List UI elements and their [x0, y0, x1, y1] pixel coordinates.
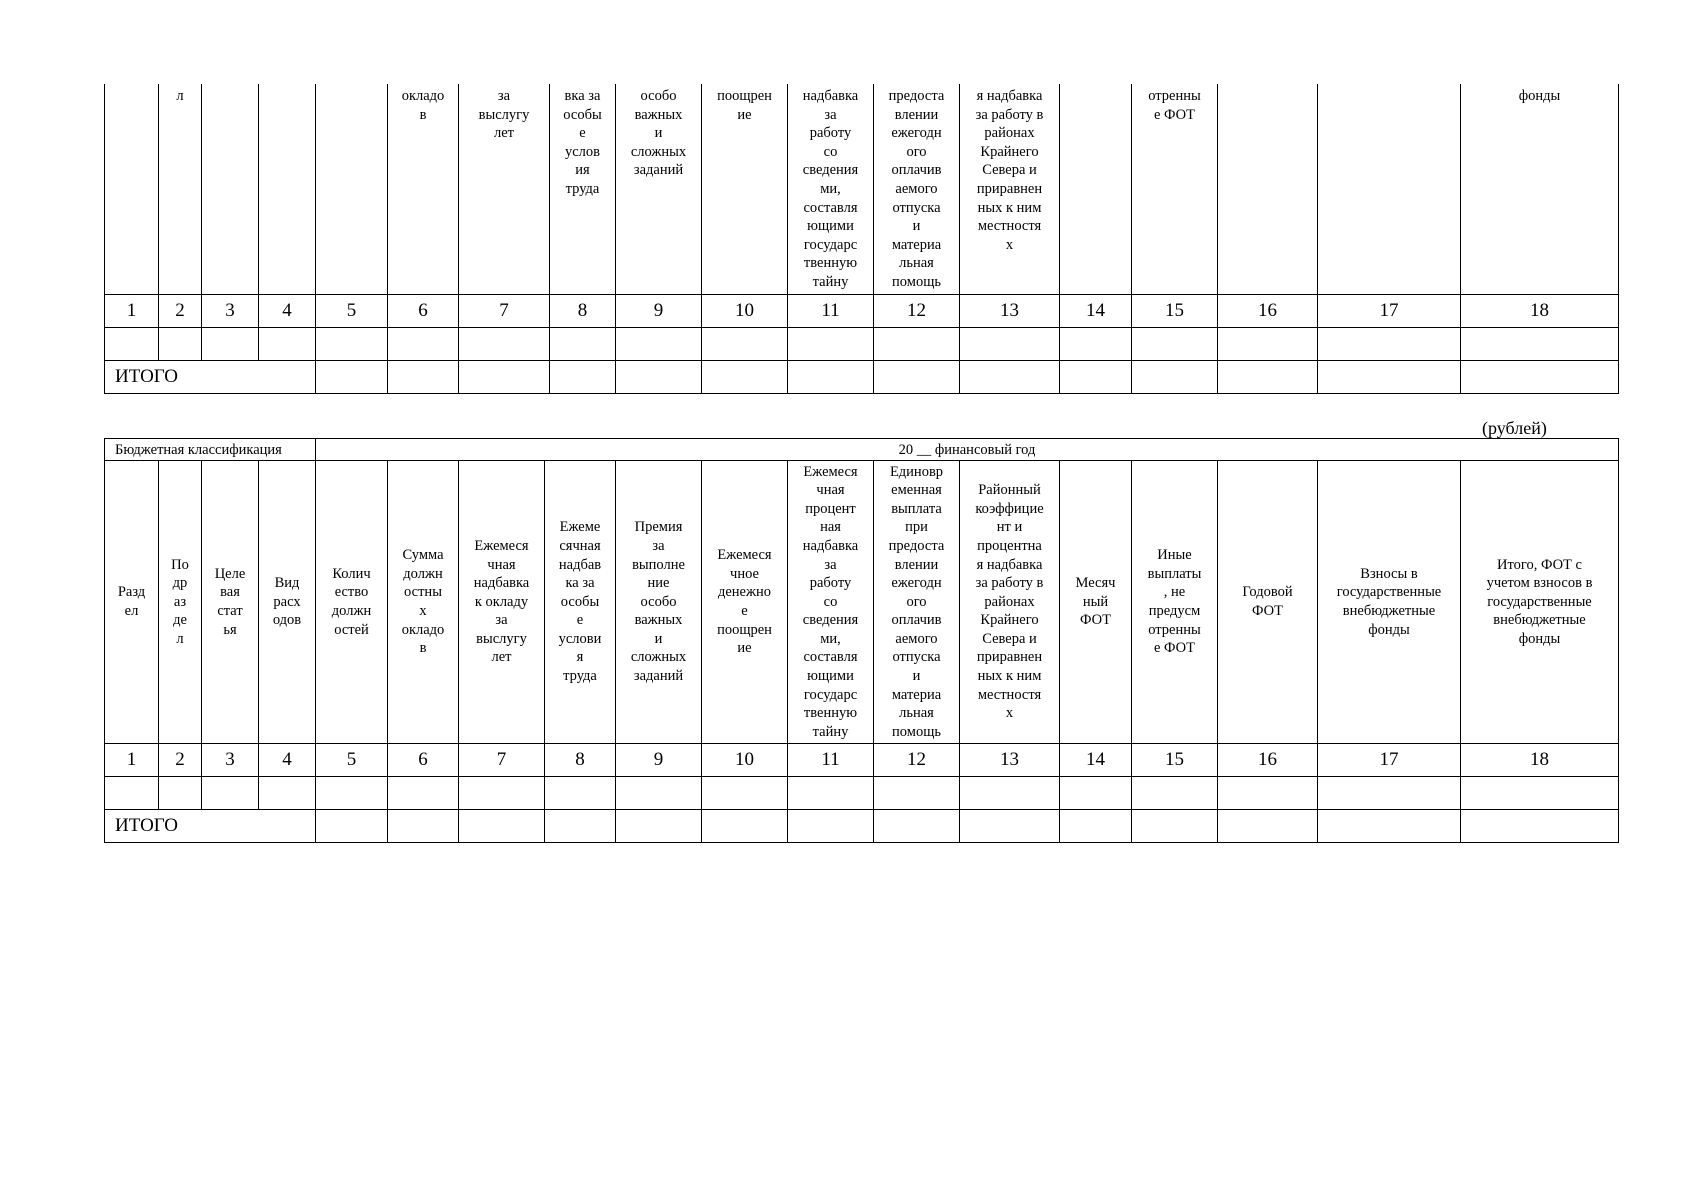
column-number-11: 11: [788, 744, 874, 777]
column-number-6: 6: [388, 744, 459, 777]
column-number-17: 17: [1318, 295, 1461, 328]
header-row: [105, 461, 1619, 744]
budget-classification-row: [105, 439, 1619, 461]
column-header-8: Ежеме сячная надбав ка за особы е услови я труда: [545, 461, 616, 744]
column-number-12: 12: [874, 295, 960, 328]
table-cell: [616, 777, 702, 810]
column-number-13: 13: [960, 744, 1060, 777]
column-header-1: [105, 84, 159, 295]
table-cell: [159, 777, 202, 810]
column-header-18: Итого, ФОТ с учетом взносов в государственные внебюджетные фонды: [1461, 461, 1619, 744]
column-header-12: Единовр еменная выплата при предоста влении ежегодн ого оплачив аемого отпуска и материа льная помощь: [874, 461, 960, 744]
total-cell: [1218, 361, 1318, 394]
column-header-10: поощрен ие: [702, 84, 788, 295]
table-cell: [159, 328, 202, 361]
table-cell: [259, 777, 316, 810]
total-cell: [545, 810, 616, 843]
total-cell: [1060, 810, 1132, 843]
total-cell: [1318, 361, 1461, 394]
column-header-4: Вид расх одов: [259, 461, 316, 744]
table-cell: [1318, 328, 1461, 361]
column-number-12: 12: [874, 744, 960, 777]
total-cell: [960, 361, 1060, 394]
column-number-18: 18: [1461, 295, 1619, 328]
table-cell: [1132, 328, 1218, 361]
total-cell: [874, 361, 960, 394]
total-cell: [1060, 361, 1132, 394]
column-header-14: [1060, 84, 1132, 295]
table-cell: [388, 777, 459, 810]
total-cell: [316, 810, 388, 843]
total-cell: [616, 810, 702, 843]
column-number-4: 4: [259, 295, 316, 328]
column-number-2: 2: [159, 744, 202, 777]
table-cell: [616, 328, 702, 361]
column-header-3: Целе вая стат ья: [202, 461, 259, 744]
column-number-5: 5: [316, 744, 388, 777]
column-header-11: Ежемеся чная процент ная надбавка за работу со сведения ми, составля ющими государс твенную тайну: [788, 461, 874, 744]
column-number-14: 14: [1060, 744, 1132, 777]
table-cell: [874, 328, 960, 361]
total-cell: [1218, 810, 1318, 843]
table-row: [105, 328, 1619, 361]
column-header-9: Премия за выполне ние особо важных и сложных заданий: [616, 461, 702, 744]
column-number-16: 16: [1218, 744, 1318, 777]
column-number-11: 11: [788, 295, 874, 328]
column-header-11: надбавка за работу со сведения ми, составля ющими государс твенную тайну: [788, 84, 874, 295]
column-header-4: [259, 84, 316, 295]
column-number-16: 16: [1218, 295, 1318, 328]
total-cell: [1318, 810, 1461, 843]
table-cell: [550, 328, 616, 361]
table-cell: [202, 328, 259, 361]
column-header-15: отренны е ФОТ: [1132, 84, 1218, 295]
table-cell: [1218, 777, 1318, 810]
column-number-1: 1: [105, 295, 159, 328]
total-cell: [388, 361, 459, 394]
total-cell: [316, 361, 388, 394]
column-number-10: 10: [702, 295, 788, 328]
total-cell: [1461, 361, 1619, 394]
table-cell: [702, 777, 788, 810]
total-cell: [459, 810, 545, 843]
table-cell: [316, 777, 388, 810]
table-row: [105, 777, 1619, 810]
table-cell: [545, 777, 616, 810]
column-number-3: 3: [202, 744, 259, 777]
column-number-8: 8: [545, 744, 616, 777]
fiscal-year-header: 20 __ финансовый год: [316, 439, 1619, 461]
total-cell: [1132, 361, 1218, 394]
column-header-8: вка за особы е услов ия труда: [550, 84, 616, 295]
column-header-9: особо важных и сложных заданий: [616, 84, 702, 295]
total-row: [105, 810, 1619, 843]
column-number-14: 14: [1060, 295, 1132, 328]
column-number-1: 1: [105, 744, 159, 777]
column-header-18: фонды: [1461, 84, 1619, 295]
total-cell: [960, 810, 1060, 843]
total-cell: [702, 810, 788, 843]
column-number-10: 10: [702, 744, 788, 777]
column-header-2: По др аз де л: [159, 461, 202, 744]
table-cell: [702, 328, 788, 361]
table-cell: [388, 328, 459, 361]
column-header-17: Взносы в государственные внебюджетные фонды: [1318, 461, 1461, 744]
column-number-15: 15: [1132, 744, 1218, 777]
total-cell: [788, 361, 874, 394]
column-header-6: окладо в: [388, 84, 459, 295]
column-header-12: предоста влении ежегодн ого оплачив аемого отпуска и материа льная помощь: [874, 84, 960, 295]
column-header-7: за выслугу лет: [459, 84, 550, 295]
total-cell: [788, 810, 874, 843]
total-cell: [550, 361, 616, 394]
salary-fund-table: [104, 438, 1619, 843]
column-number-9: 9: [616, 744, 702, 777]
column-header-6: Сумма должн остны х окладо в: [388, 461, 459, 744]
column-number-2: 2: [159, 295, 202, 328]
table-cell: [1461, 777, 1619, 810]
table-cell: [960, 328, 1060, 361]
column-header-14: Месяч ный ФОТ: [1060, 461, 1132, 744]
table-cell: [1218, 328, 1318, 361]
column-number-17: 17: [1318, 744, 1461, 777]
total-label: ИТОГО: [105, 810, 316, 843]
column-header-10: Ежемеся чное денежно е поощрен ие: [702, 461, 788, 744]
column-header-2: л: [159, 84, 202, 295]
column-number-4: 4: [259, 744, 316, 777]
table-cell: [788, 777, 874, 810]
column-number-7: 7: [459, 295, 550, 328]
column-number-9: 9: [616, 295, 702, 328]
table-cell: [1060, 777, 1132, 810]
column-number-6: 6: [388, 295, 459, 328]
column-header-17: [1318, 84, 1461, 295]
table-cell: [105, 777, 159, 810]
column-header-1: Разд ел: [105, 461, 159, 744]
column-numbers-row: [105, 744, 1619, 777]
total-cell: [388, 810, 459, 843]
unit-label: (рублей): [1482, 418, 1547, 438]
table-cell: [202, 777, 259, 810]
column-header-16: [1218, 84, 1318, 295]
table-cell: [1132, 777, 1218, 810]
total-row: [105, 361, 1619, 394]
budget-classification-header: Бюджетная классификация: [105, 439, 316, 461]
total-cell: [616, 361, 702, 394]
column-numbers-row: [105, 295, 1619, 328]
column-header-3: [202, 84, 259, 295]
column-number-18: 18: [1461, 744, 1619, 777]
column-number-13: 13: [960, 295, 1060, 328]
column-number-3: 3: [202, 295, 259, 328]
salary-fund-table-continued: [104, 84, 1619, 394]
total-label: ИТОГО: [105, 361, 316, 394]
column-number-15: 15: [1132, 295, 1218, 328]
column-header-13: я надбавка за работу в районах Крайнего Севера и приравнен ных к ним местностя х: [960, 84, 1060, 295]
column-header-16: Годовой ФОТ: [1218, 461, 1318, 744]
table-cell: [259, 328, 316, 361]
table-cell: [1060, 328, 1132, 361]
table-cell: [874, 777, 960, 810]
column-header-7: Ежемеся чная надбавка к окладу за выслугу лет: [459, 461, 545, 744]
column-number-5: 5: [316, 295, 388, 328]
total-cell: [874, 810, 960, 843]
table-cell: [105, 328, 159, 361]
total-cell: [459, 361, 550, 394]
table-cell: [316, 328, 388, 361]
column-header-5: [316, 84, 388, 295]
table-cell: [459, 777, 545, 810]
table-cell: [1318, 777, 1461, 810]
table-cell: [459, 328, 550, 361]
column-header-5: Колич ество должн остей: [316, 461, 388, 744]
total-cell: [1132, 810, 1218, 843]
total-cell: [702, 361, 788, 394]
header-row: [105, 84, 1619, 295]
total-cell: [1461, 810, 1619, 843]
column-header-13: Районный коэффицие нт и процентна я надбавка за работу в районах Крайнего Севера и приравнен ных к ним местностя х: [960, 461, 1060, 744]
table-cell: [788, 328, 874, 361]
table-cell: [960, 777, 1060, 810]
column-header-15: Иные выплаты , не предусм отренны е ФОТ: [1132, 461, 1218, 744]
table-cell: [1461, 328, 1619, 361]
column-number-7: 7: [459, 744, 545, 777]
column-number-8: 8: [550, 295, 616, 328]
